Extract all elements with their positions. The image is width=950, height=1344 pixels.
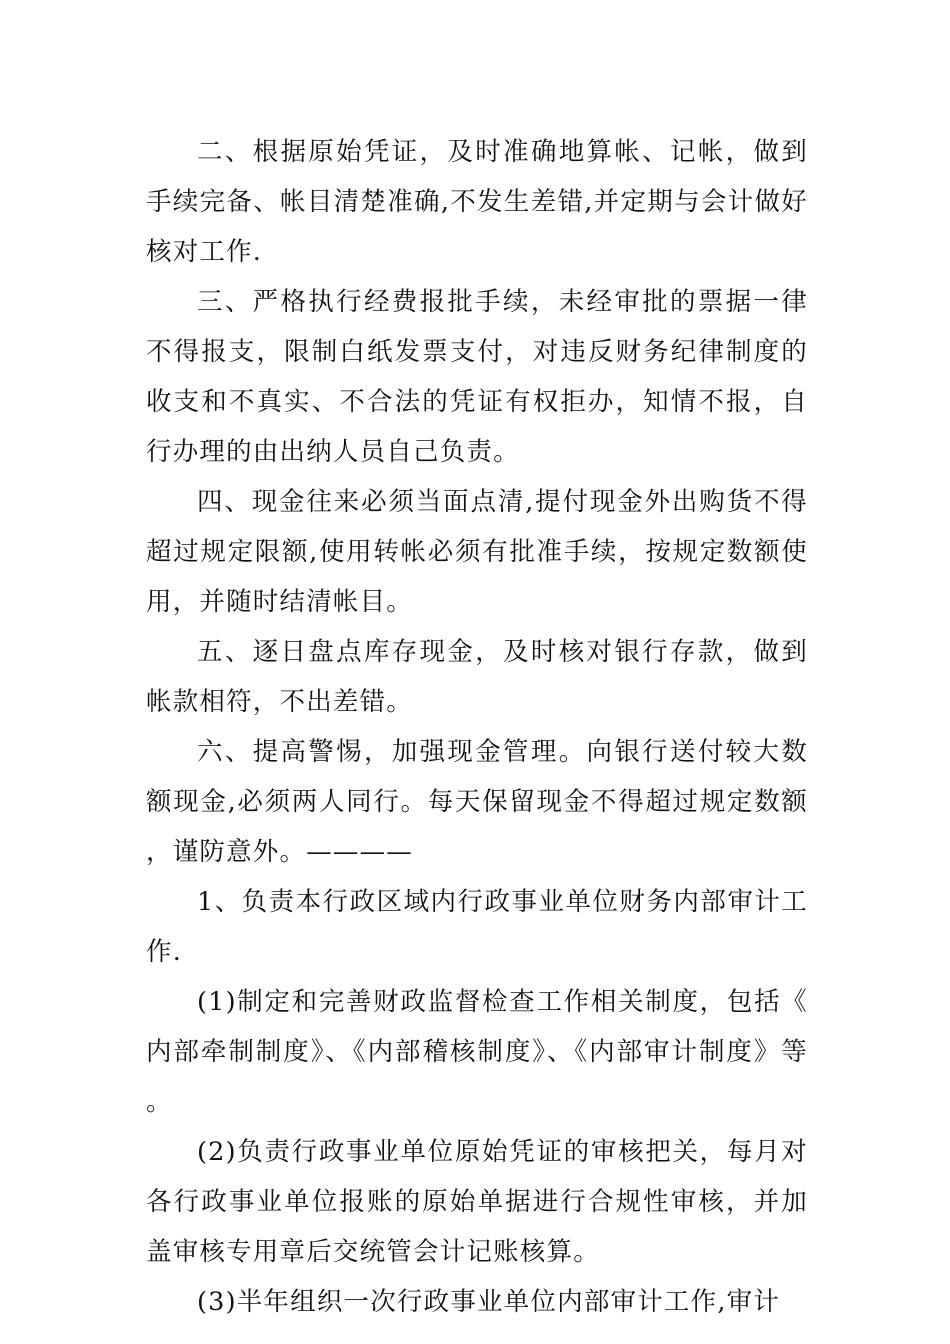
paragraph-item-3: 三、严格执行经费报批手续，未经审批的票据一律不得报支，限制白纸发票支付，对违反财务纪律制度的收支和不真实、不合法的凭证有权拒办，知情不报，自行办理的由出纳人员自己负责。 [146, 287, 808, 467]
paragraph-item-2: 二、根据原始凭证，及时准确地算帐、记帐，做到手续完备、帐目清楚准确,不发生差错,并定期与会计做好核对工作. [146, 137, 808, 267]
paragraph-item-5: 五、逐日盘点库存现金，及时核对银行存款，做到帐款相符，不出差错。 [146, 637, 808, 717]
paragraph-duty-1: 1、负责本行政区域内行政事业单位财务内部审计工作. [146, 887, 808, 967]
paragraph-duty-1-sub-2: (2)负责行政事业单位原始凭证的审核把关，每月对各行政事业单位报账的原始单据进行合规性审核，并加盖审核专用章后交统管会计记账核算。 [146, 1137, 808, 1267]
document-body [146, 127, 808, 1327]
paragraph-item-6: 六、提高警惕，加强现金管理。向银行送付较大数额现金,必须两人同行。每天保留现金不得超过规定数额，谨防意外。———— [146, 737, 808, 867]
paragraph-duty-1-sub-1: (1)制定和完善财政监督检查工作相关制度，包括《内部牵制制度》、《内部稽核制度》、《内部审计制度》等。 [146, 987, 808, 1117]
paragraph-item-4: 四、现金往来必须当面点清,提付现金外出购货不得超过规定限额,使用转帐必须有批准手续，按规定数额使用，并随时结清帐目。 [146, 487, 808, 617]
paragraph-duty-1-sub-3: (3)半年组织一次行政事业单位内部审计工作,审计 [197, 1287, 781, 1317]
